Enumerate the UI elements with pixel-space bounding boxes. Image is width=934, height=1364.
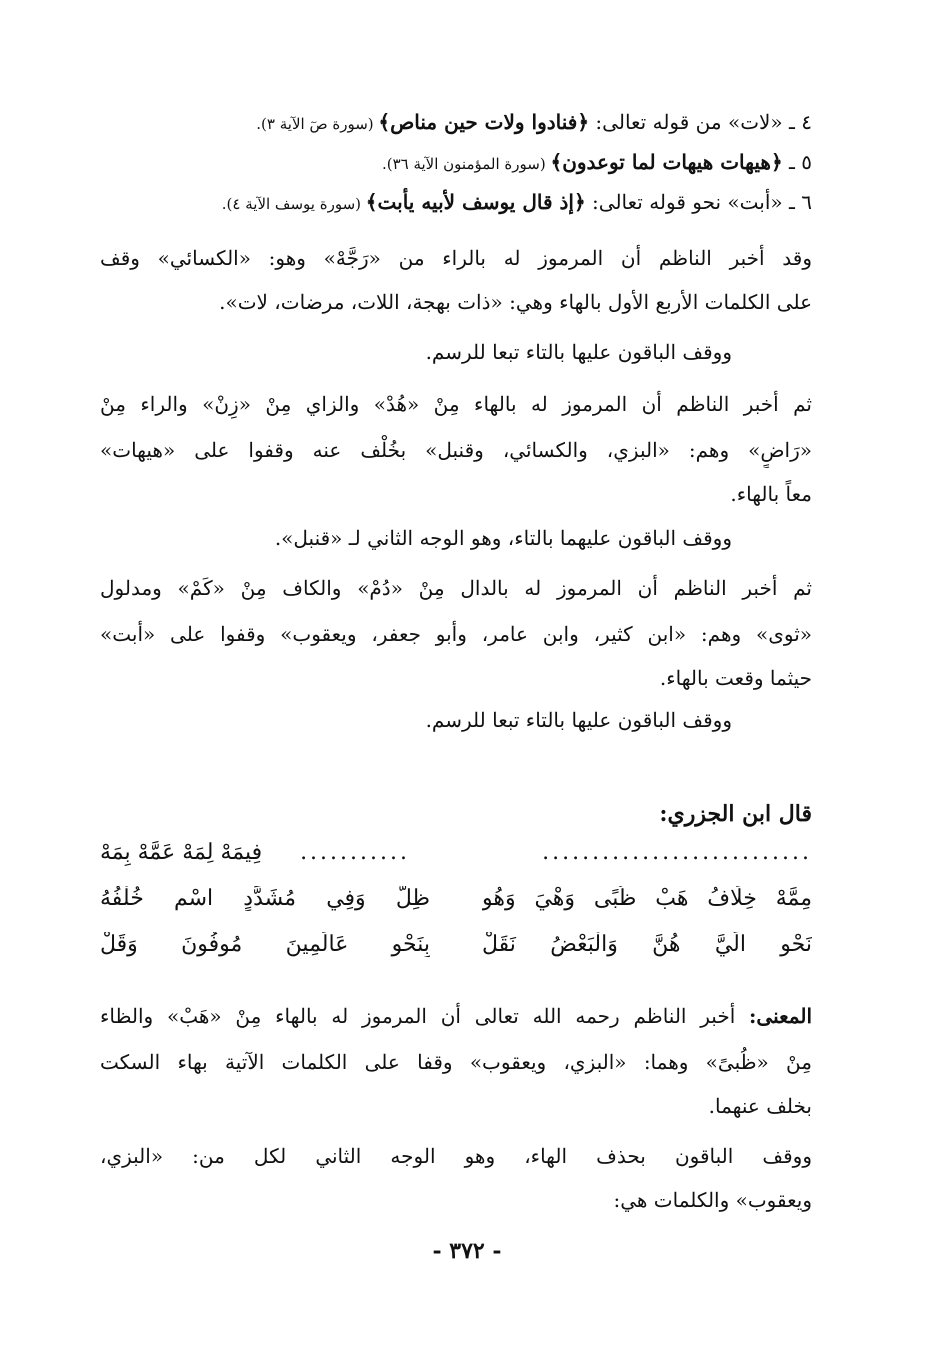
document-page xyxy=(100,96,812,1316)
surah-reference: (سورة المؤمنون الآية ٣٦). xyxy=(381,155,551,173)
poem-line xyxy=(100,932,812,972)
paragraph-line: على الكلمات الأربع الأول بالهاء وهي: «ذات بهجة، اللات، مرضات، لات». xyxy=(219,290,812,314)
surah-reference: (سورة يوسف الآية ٤). xyxy=(221,195,366,213)
poem-hemistich: فِيمَهْ لِمَهْ عَمَّهْ بِمَهْ xyxy=(100,840,263,865)
paragraph-line: ثم أخبر الناظم أن المرموز له بالدال مِنْ «دُمْ» والكاف مِنْ «كَمْ» ومدلول xyxy=(100,576,812,600)
poem-line xyxy=(100,886,812,926)
paragraph-line: حيثما وقعت بالهاء. xyxy=(659,666,812,690)
paragraph-line: وقد أخبر الناظم أن المرموز له بالراء من «رَجَّهْ» وهو: «الكسائي» وقف xyxy=(100,246,812,270)
paragraph-line: «ثوى» وهم: «ابن كثير، وابن عامر، وأبو جعفر، ويعقوب» وقفوا على «أبت» xyxy=(100,622,812,646)
paragraph: ووقف الباقون عليها بالتاء تبعا للرسم. xyxy=(425,340,732,364)
poem-elision-dots: ........................... xyxy=(542,840,812,865)
quran-quote: ﴿إذ قال يوسف لأبيه يأبت﴾ xyxy=(365,190,586,214)
list-item-text: ٦ ـ «أبت» نحو قوله تعالى: xyxy=(585,190,812,214)
paragraph: ووقف الباقون عليهما بالتاء، وهو الوجه الثاني لـ «قنبل». xyxy=(274,526,732,550)
poem-hemistich: بِنَحْوِ عَالَمِينَ مُوفُونَ وَقَلْ xyxy=(100,932,430,957)
list-item xyxy=(100,144,812,180)
quran-quote: ﴿هيهات هيهات لما توعدون﴾ xyxy=(550,150,783,174)
list-item-text: ٤ ـ «لات» من قوله تعالى: xyxy=(589,110,812,134)
paragraph-line: معاً بالهاء. xyxy=(730,482,812,506)
page-number: - ٣٧٢ - xyxy=(432,1238,502,1264)
meaning-label: المعنى: xyxy=(749,1004,812,1028)
list-item xyxy=(100,184,812,220)
paragraph-line xyxy=(100,998,812,1034)
surah-reference: (سورة صٓ الآية ٣). xyxy=(256,115,379,133)
list-item-text: ٥ ـ xyxy=(782,150,812,174)
paragraph: ووقف الباقون عليها بالتاء تبعا للرسم. xyxy=(425,708,732,732)
paragraph-line: ويعقوب» والكلمات هي: xyxy=(613,1188,812,1212)
poem-hemistich: مِمَّهْ خِلَافُ هَبْ ظُبًى وَهْيَ وَهُو xyxy=(482,886,812,911)
poem-hemistich: نَحْوِ الَيَّ هُنَّ وَالْبَعْضُ نَقَلْ xyxy=(482,932,812,957)
paragraph-line: بخلف عنهما. xyxy=(708,1094,812,1118)
paragraph-line: ووقف الباقون بحذف الهاء، وهو الوجه الثاني لكل من: «البزي، xyxy=(100,1144,812,1168)
poem-elision-dots: ........... xyxy=(300,840,410,865)
paragraph-line: مِنْ «ظُبىً» وهما: «البزي، ويعقوب» وقفا على الكلمات الآتية بهاء السكت xyxy=(100,1050,812,1074)
poem-line xyxy=(100,840,812,880)
section-heading: قال ابن الجزري: xyxy=(659,801,812,827)
list-item xyxy=(100,104,812,140)
poem-hemistich: ظِلٌّ وَفِي مُشَدَّدٍ اسْمٍ خُلْفُهُ xyxy=(100,886,430,911)
paragraph-line: ثم أخبر الناظم أن المرموز له بالهاء مِنْ «هُدْ» والزاي مِنْ «زِنْ» والراء مِنْ xyxy=(100,392,812,416)
meaning-text: أخبر الناظم رحمه الله تعالى أن المرموز له بالهاء مِنْ «هَبْ» والظاء xyxy=(100,1004,750,1028)
quran-quote: ﴿فنادوا ولات حين مناص﴾ xyxy=(378,110,590,134)
paragraph-line: «رَاضٍ» وهم: «البزي، والكسائي، وقنبل» بخُلْف عنه وقفوا على «هيهات» xyxy=(100,438,812,462)
